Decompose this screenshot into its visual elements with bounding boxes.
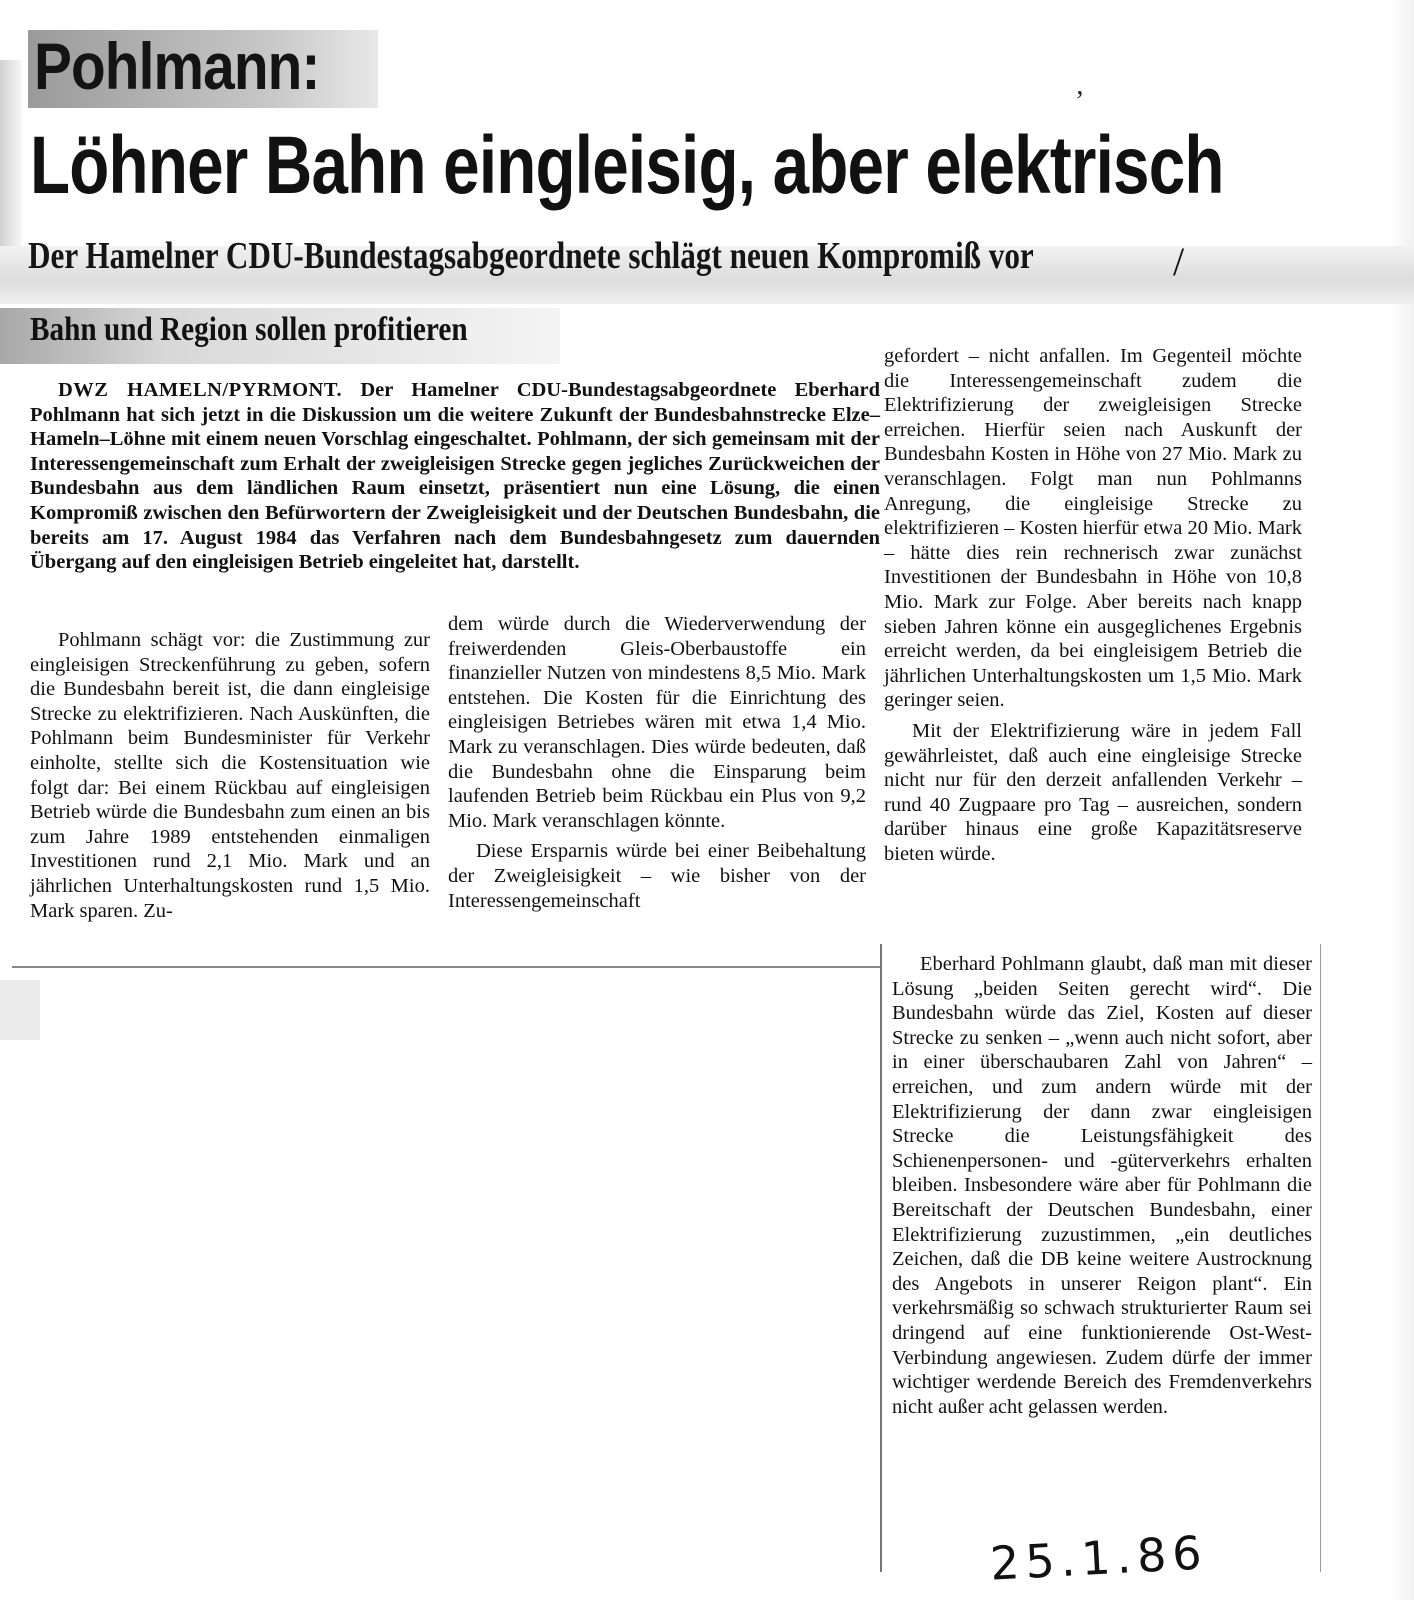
pencil-mark: ʼ [1075, 86, 1085, 117]
clipping-edge [880, 944, 882, 1572]
clipping-edge [1320, 944, 1321, 1572]
column-3-paragraph: Eberhard Pohlmann glaubt, daß man mit dieser Lösung „beiden Seiten gerecht wird“. Die Bundesbahn würde das Ziel, Kosten auf dieser Strecke zu senken – „wenn auch nicht sofort, aber in einer überschaubaren Zahl von Jahren“ – erreichen, und zum andern würde mit der Elektrifizierung der dann zwar eingleisigen Strecke die Leistungsfähigkeit des Schienenpersonen- und -güterverkehrs erhalten bleiben. Insbesondere wäre aber für Pohlmann die Bereitschaft der Deutschen Bundesbahn, einer Elektrifizierung zuzustimmen, „ein deutliches Zeichen, daß die DB keine weitere Austrocknung des Angebots in unserer Reigon plant“. Ein verkehrsmäßig so schwach strukturierter Raum sei dringend auf eine funktionierende Ost-West-Verbindung angewiesen. Zudem dürfe der immer wichtiger werdende Bereich des Fremdenverkehrs nicht außer acht gelassen werden. [892, 953, 1312, 1418]
lead-text: Der Hamelner CDU-Bundestagsabgeordnete Eberhard Pohlmann hat sich jetzt in die Diskussion um die weitere Zukunft der Bundesbahnstrecke Elze–Hameln–Löhne mit einem neuen Vorschlag eingeschaltet. Pohlmann, der sich gemeinsam mit der Interessengemeinschaft zum Erhalt der zweigleisigen Strecke gegen jegliches Zurückweichen der Bundesbahn aus dem ländlichen Raum einsetzt, präsentiert nun eine Lösung, die einen Kompromiß zwischen den Befürwortern der Zweigleisigkeit und der Deutschen Bundesbahn, die bereits am 17. August 1984 das Verfahren nach dem Bundesbahngesetz zum dauernden Übergang auf den eingleisigen Betrieb eingeleitet hat, darstellt. [30, 379, 881, 574]
column-1 [30, 628, 430, 923]
lead-paragraph [30, 378, 880, 575]
intertitle: Bahn und Region sollen profitieren [30, 311, 468, 348]
column-1-paragraph: Pohlmann schägt vor: die Zustimmung zur eingleisigen Streckenführung zu geben, sofern die Bundesbahn bereit ist, die dann eingleisige Strecke zu elektrifizieren. Nach Auskünften, die Pohlmann beim Bundesminister für Verkehr einholte, stellte sich die Kostensituation wie folgt dar: Bei einem Rückbau auf eingleisigen Betrieb würde die Bundesbahn zum einen an bis zum Jahre 1989 entstehenden einmaligen Investitionen rund 2,1 Mio. Mark und an jährlichen Unterhaltungskosten rund 1,5 Mio. Mark sparen. Zu- [30, 629, 430, 922]
headline: Löhner Bahn eingleisig, aber elektrisch [30, 120, 1224, 211]
column-2 [448, 612, 866, 913]
scan-speck [1390, 0, 1414, 1600]
column-2-paragraph: Diese Ersparnis würde bei einer Beibehaltung der Zweigleisigkeit – wie bisher von der Interessengemeinschaft [448, 840, 866, 912]
scan-speck [0, 980, 40, 1040]
column-3 [884, 344, 1302, 866]
column-2-paragraph: dem würde durch die Wiederverwendung der freiwerdenden Gleis-Oberbaustoffe ein finanzieller Nutzen von mindestens 8,5 Mio. Mark entstehen. Die Kosten für die Einrichtung des eingleisigen Betriebes wären mit etwa 1,4 Mio. Mark zu veranschlagen. Dies würde bedeuten, daß die Bundesbahn ohne die Einsparung beim laufenden Betrieb beim Rückbau ein Plus von 9,2 Mio. Mark veranschlagen könnte. [448, 613, 866, 832]
subheadline: Der Hamelner CDU-Bundestagsabgeordnete schlägt neuen Kompromiß vor [28, 235, 1034, 277]
column-3-paragraph: gefordert – nicht anfallen. Im Gegenteil möchte die Interessengemeinschaft zudem die Elektrifizierung der zweigleisigen Strecke erreichen. Hierfür seien nach Auskunft der Bundesbahn Kosten in Höhe von 27 Mio. Mark zu veranschlagen. Folgt man nun Pohlmanns Anregung, die eingleisige Strecke zu elektrifizieren – Kosten hierfür etwa 20 Mio. Mark – hätte dies rein rechnerisch zwar zunächst Investitionen der Bundesbahn in Höhe von 10,8 Mio. Mark zur Folge. Aber bereits nach knapp sieben Jahren könne ein ausgeglichenes Ergebnis erreicht werden, da bei eingleisigem Betrieb die jährlichen Unterhaltungskosten um 1,5 Mio. Mark geringer seien. [884, 345, 1302, 712]
handwritten-date: 25.1.86 [988, 1525, 1209, 1591]
column-3-continued [892, 952, 1312, 1419]
pencil-slash: / [1173, 239, 1185, 284]
dateline: DWZ HAMELN/PYRMONT. [58, 379, 343, 401]
column-3-paragraph: Mit der Elektrifizierung wäre in jedem Fall gewährleistet, daß auch eine eingleisige Strecke nicht nur für den derzeit anfallenden Verkehr – rund 40 Zugpaare pro Tag – ausreichen, sondern darüber hinaus eine große Kapazitätsreserve bieten würde. [884, 719, 1302, 865]
clipping-edge [12, 966, 882, 968]
kicker: Pohlmann: [34, 29, 320, 103]
